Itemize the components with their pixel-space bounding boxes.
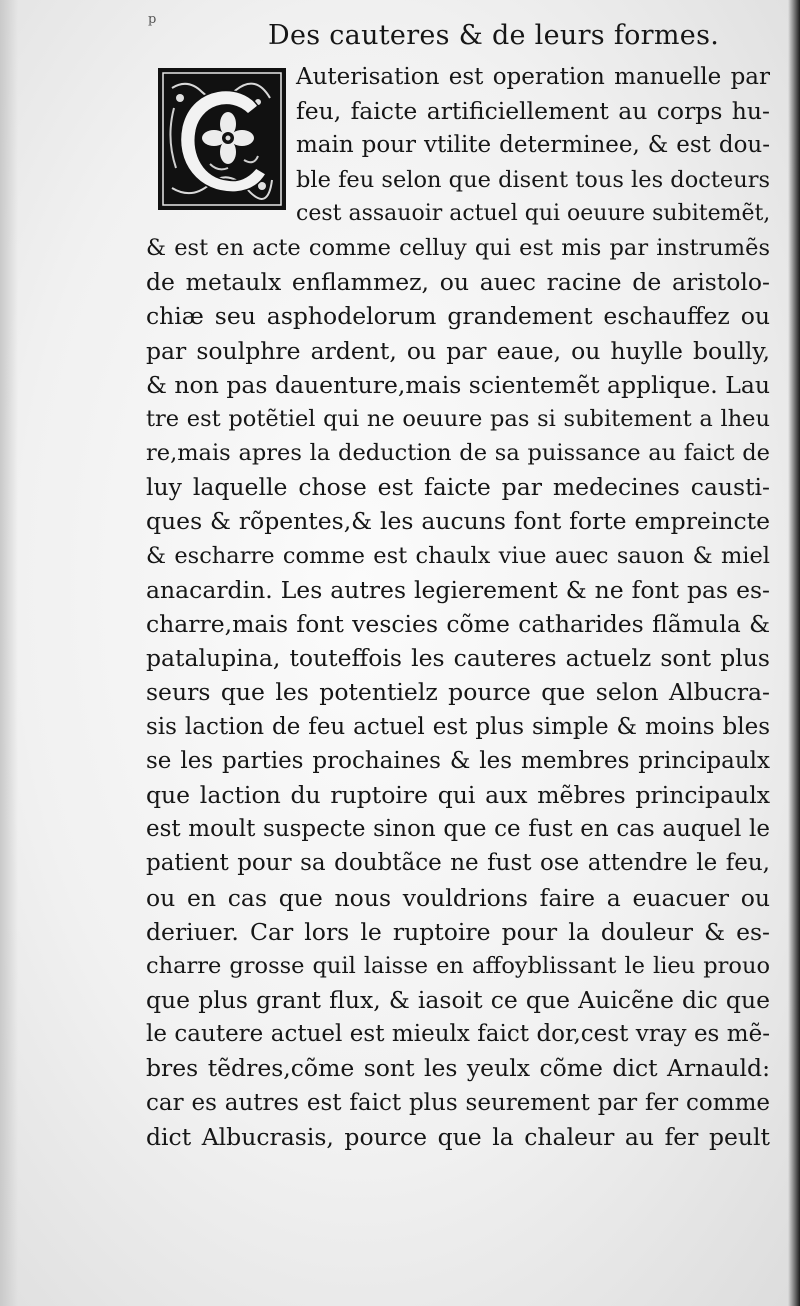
text-line: chiæ seu asphodelorum grandement eschauffez ou: [146, 302, 770, 331]
text-line: sis laction de feu actuel est plus simple & moins bles: [146, 713, 770, 740]
text-line: tre est potẽtiel qui ne oeuure pas si subitement a lheu: [146, 405, 770, 432]
running-head: Des cauteres & de leurs formes.: [268, 20, 720, 51]
text-line: ou en cas que nous vouldrions faire a euacuer ou: [146, 883, 770, 912]
page-edge: [788, 0, 800, 1306]
text-line: ques & rõpentes,& les aucuns font forte empreincte: [146, 507, 770, 536]
text-line: est moult suspecte sinon que ce fust en cas auquel le: [146, 816, 770, 843]
text-line: main pour vtilite determinee, & est dou-: [296, 132, 770, 159]
text-line: Auterisation est operation manuelle par: [296, 64, 770, 90]
corner-mark: p: [148, 12, 157, 27]
text-line: luy laquelle chose est faicte par medecines causti-: [146, 473, 770, 502]
text-line: patient pour sa doubtãce ne fust ose attendre le feu,: [146, 850, 770, 877]
text-line: deriuer. Car lors le ruptoire pour la douleur & es-: [146, 917, 770, 946]
text-line: que plus grant flux, & iasoit ce que Auicẽne dic que: [146, 986, 770, 1015]
text-line: se les parties prochaines & les membres principaulx: [146, 747, 770, 774]
text-line: & escharre comme est chaulx viue auec sauon & miel: [146, 542, 770, 569]
text-line: anacardin. Les autres legierement & ne font pas es-: [146, 575, 770, 604]
text-line: par soulphre ardent, ou par eaue, ou huylle boully,: [146, 336, 770, 365]
text-line: re,mais apres la deduction de sa puissance au faict de: [146, 440, 770, 467]
text-line: & non pas dauenture,mais scientemẽt applique. Lau: [146, 370, 770, 399]
text-line: ble feu selon que disent tous les docteurs: [296, 166, 770, 193]
body-text: [146, 60, 770, 1154]
text-line: car es autres est faict plus seurement par fer comme: [146, 1089, 770, 1116]
text-line: bres tẽdres,cõme sont les yeulx cõme dict Arnauld:: [146, 1054, 770, 1083]
text-line: seurs que les potentielz pource que selon Albucra-: [146, 678, 770, 707]
text-line: feu, faicte artificiellement au corps hu-: [296, 97, 770, 126]
spine-shadow: [0, 0, 18, 1306]
text-line: charre grosse quil laisse en affoyblissant le lieu prouo: [146, 952, 770, 979]
text-line: de metaulx enflammez, ou auec racine de aristolo-: [146, 268, 770, 297]
text-line: & est en acte comme celluy qui est mis par instrumẽs: [146, 234, 770, 261]
text-line: charre,mais font vescies cõme catharides flãmula &: [146, 610, 770, 638]
text-line: dict Albucrasis, pource que la chaleur au fer peult: [146, 1122, 770, 1151]
text-line: cest assauoir actuel qui oeuure subitemẽt,: [296, 200, 770, 226]
text-line: patalupina, touteffois les cauteres actuelz sont plus: [146, 644, 770, 673]
text-line: le cautere actuel est mieulx faict dor,cest vray es mẽ-: [146, 1021, 770, 1048]
text-line: que laction du ruptoire qui aux mẽbres principaulx: [146, 780, 770, 809]
